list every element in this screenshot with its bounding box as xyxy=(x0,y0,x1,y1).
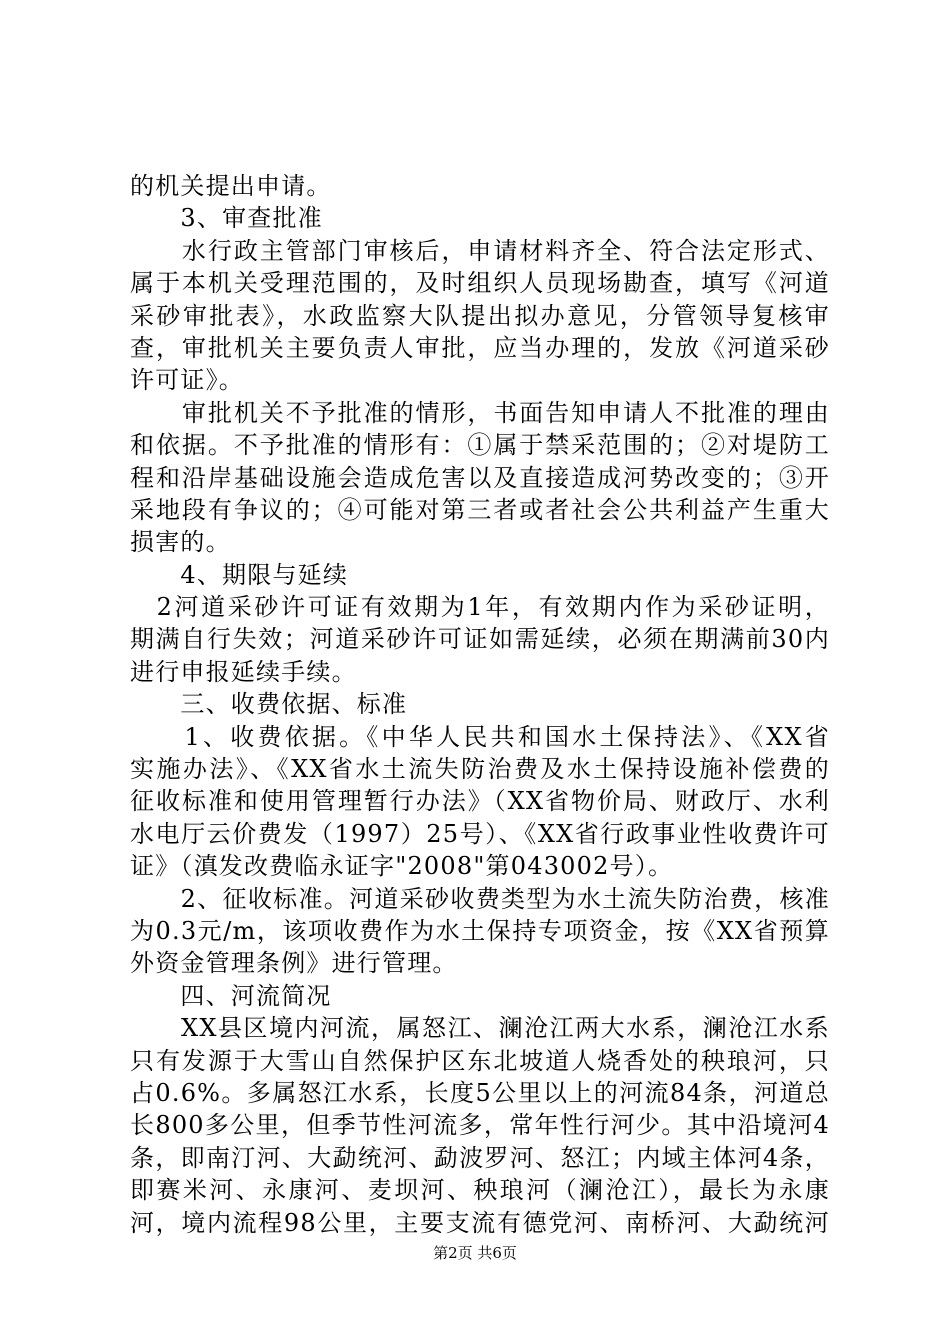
text-line: 外资金管理条例》进行管理。 xyxy=(130,949,458,978)
text-line: 水电厅云价费发（1997）25号）、《XX省行政事业性收费许可 xyxy=(130,819,830,848)
text-line: 损害的。 xyxy=(130,528,231,557)
text-line: 进行申报延续手续。 xyxy=(130,657,357,686)
text-line: 查，审批机关主要负责人审批，应当办理的，发放《河道采砂 xyxy=(130,333,830,362)
text-line: 证》（滇发改费临永证字"2008"第043002号）。 xyxy=(130,852,674,881)
text-line: 只有发源于大雪山自然保护区东北坡道人烧香处的秧琅河，只 xyxy=(130,1046,830,1075)
text-line: 的机关提出申请。 xyxy=(130,172,332,200)
text-line: 期满自行失效；河道采砂许可证如需延续，必须在期满前30内 xyxy=(130,625,830,654)
section-heading: 4、期限与延续 xyxy=(130,560,349,589)
text-line: 为0.3元/m，该项收费作为水土保持专项资金，按《XX省预算 xyxy=(130,916,830,945)
text-line: 2河道采砂许可证有效期为1年，有效期内作为采砂证明， xyxy=(130,593,830,622)
text-line: 长800多公里，但季节性河流多，常年性行河少。其中沿境河4 xyxy=(130,1111,830,1140)
text-line: 水行政主管部门审核后，申请材料齐全、符合法定形式、 xyxy=(130,236,830,265)
text-line: 1、收费依据。《中华人民共和国水土保持法》、《XX省 xyxy=(130,722,830,751)
text-line: 采地段有争议的；④可能对第三者或者社会公共利益产生重大 xyxy=(130,495,830,524)
text-line: 征收标准和使用管理暂行办法》（XX省物价局、财政厅、水利 xyxy=(130,787,830,816)
text-line: 属于本机关受理范围的，及时组织人员现场勘查，填写《河道 xyxy=(130,269,830,298)
text-line: 程和沿岸基础设施会造成危害以及直接造成河势改变的；③开 xyxy=(130,463,830,492)
text-line: 占0.6%。多属怒江水系，长度5公里以上的河流84条，河道总 xyxy=(130,1078,830,1107)
text-line: 即赛米河、永康河、麦坝河、秧琅河（澜沧江），最长为永康 xyxy=(130,1176,830,1205)
text-line: 河，境内流程98公里，主要支流有德党河、南桥河、大勐统河 xyxy=(130,1208,830,1237)
text-line: XX县区境内河流，属怒江、澜沧江两大水系，澜沧江水系 xyxy=(130,1014,830,1043)
section-heading: 3、审查批准 xyxy=(130,204,323,233)
text-line: 实施办法》、《XX省水土流失防治费及水土保持设施补偿费的 xyxy=(130,755,830,784)
text-line: 审批机关不予批准的情形，书面告知申请人不批准的理由 xyxy=(130,398,830,427)
text-line: 2、征收标准。河道采砂收费类型为水土流失防治费，核准 xyxy=(130,884,830,913)
section-heading: 四、河流简况 xyxy=(130,981,332,1010)
section-heading: 三、收费依据、标准 xyxy=(130,690,408,719)
text-line: 许可证》。 xyxy=(130,366,244,395)
text-line: 和依据。不予批准的情形有：①属于禁采范围的；②对堤防工 xyxy=(130,431,830,460)
text-line: 条，即南汀河、大勐统河、勐波罗河、怒江；内域主体河4条， xyxy=(130,1143,830,1172)
text-line: 采砂审批表》，水政监察大队提出拟办意见，分管领导复核审 xyxy=(130,301,830,330)
document-body xyxy=(130,170,830,1239)
page-number-footer: 第2页 共6页 xyxy=(433,1244,517,1262)
